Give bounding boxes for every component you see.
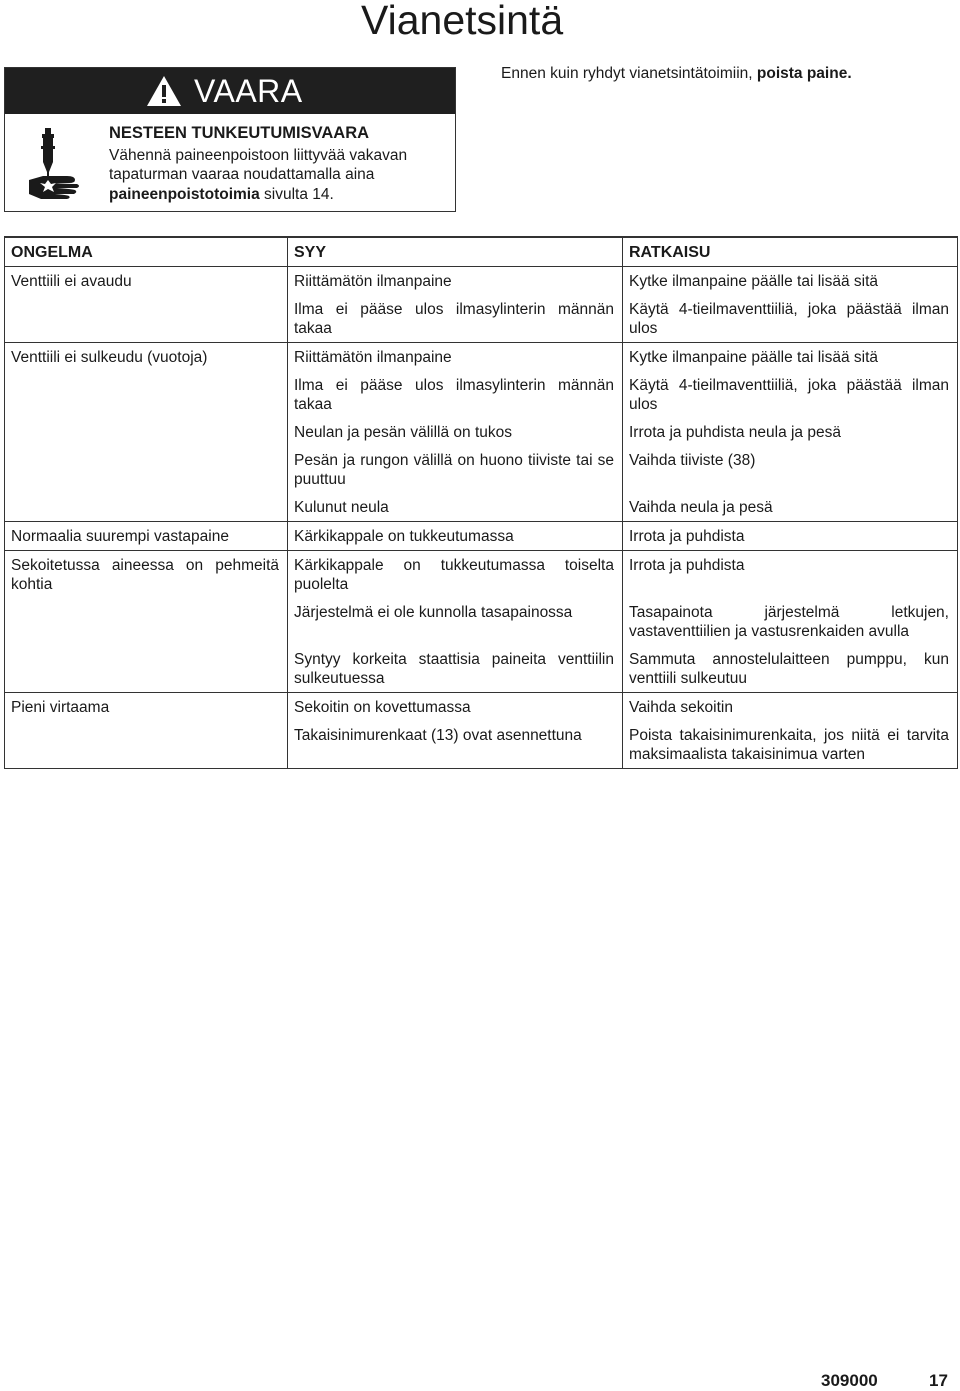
warning-text-line: tapaturman vaaraa noudattamalla aina (109, 166, 375, 183)
problem-cell: Venttiili ei sulkeudu (vuotoja) (5, 343, 288, 372)
remedy-cell: Sammuta annostelulaitteen pumppu, kun venttiili sulkeutuu (623, 645, 958, 693)
cause-cell: Riittämätön ilmanpaine (288, 267, 623, 296)
warning-triangle-icon (146, 75, 182, 107)
table-row (5, 522, 958, 551)
warning-heading: NESTEEN TUNKEUTUMISVAARA (109, 124, 370, 142)
remedy-cell: Käytä 4-tieilmaventtiiliä, joka päästää ilman ulos (623, 295, 958, 343)
warning-text-line: Vähennä paineenpoistoon liittyvää vakavan (109, 146, 408, 164)
remedy-cell: Vaihda tiiviste (38) (623, 446, 958, 493)
table-header-row (5, 237, 958, 267)
table-row (5, 343, 958, 372)
cause-cell: Neulan ja pesän välillä on tukos (288, 418, 623, 446)
cause-cell: Sekoitin on kovettumassa (288, 693, 623, 722)
page-title: Vianetsintä (361, 0, 564, 43)
warning-text-line (109, 185, 449, 205)
remedy-cell: Irrota ja puhdista (623, 522, 958, 551)
remedy-cell: Kytke ilmanpaine päälle tai lisää sitä (623, 267, 958, 296)
table-row (5, 418, 958, 446)
remedy-cell: Poista takaisinimurenkaita, jos niitä ei tarvita maksimaalista takaisinimua varten (623, 721, 958, 769)
page-number: 17 (929, 1371, 948, 1390)
problem-cell (5, 371, 288, 418)
danger-warning-box (4, 67, 456, 212)
cause-cell: Kulunut neula (288, 493, 623, 522)
cause-cell: Kärkikappale on tukkeutumassa (288, 522, 623, 551)
remedy-cell: Tasapainota järjestelmä letkujen, vastaventtiilien ja vastusrenkaiden avulla (623, 598, 958, 645)
remedy-cell: Kytke ilmanpaine päälle tai lisää sitä (623, 343, 958, 372)
problem-cell (5, 598, 288, 645)
table-row (5, 267, 958, 296)
remedy-cell: Irrota ja puhdista neula ja pesä (623, 418, 958, 446)
troubleshooting-table (4, 236, 958, 769)
remedy-cell: Vaihda neula ja pesä (623, 493, 958, 522)
column-header-remedy: RATKAISU (623, 237, 958, 267)
skin-injection-hazard-icon (23, 128, 83, 202)
problem-cell (5, 721, 288, 769)
problem-cell (5, 418, 288, 446)
warning-body (109, 124, 449, 204)
problem-cell: Normaalia suurempi vastapaine (5, 522, 288, 551)
cause-cell: Takaisinimurenkaat (13) ovat asennettuna (288, 721, 623, 769)
table-row (5, 645, 958, 693)
remedy-cell: Käytä 4-tieilmaventtiiliä, joka päästää ilman ulos (623, 371, 958, 418)
cause-cell: Ilma ei pääse ulos ilmasylinterin männän takaa (288, 371, 623, 418)
warning-label: VAARA (194, 72, 303, 109)
warning-tail-text: sivulta 14. (259, 185, 334, 203)
table-row (5, 493, 958, 522)
table-row (5, 371, 958, 418)
problem-cell (5, 493, 288, 522)
warning-header (5, 68, 455, 114)
pressure-relief-reference: paineenpoistotoimia (109, 185, 260, 203)
table-row (5, 295, 958, 343)
remedy-cell: Vaihda sekoitin (623, 693, 958, 722)
pressure-relief-note (501, 65, 852, 83)
problem-cell (5, 645, 288, 693)
cause-cell: Kärkikappale on tukkeutumassa toiselta puolelta (288, 551, 623, 599)
cause-cell: Pesän ja rungon välillä on huono tiiviste tai se puuttuu (288, 446, 623, 493)
document-number: 309000 (821, 1371, 878, 1390)
problem-cell (5, 295, 288, 343)
cause-cell: Järjestelmä ei ole kunnolla tasapainossa (288, 598, 623, 645)
note-text: Ennen kuin ryhdyt vianetsintätoimiin, (501, 65, 757, 82)
problem-cell (5, 446, 288, 493)
problem-cell: Pieni virtaama (5, 693, 288, 722)
table-row (5, 446, 958, 493)
cause-cell: Ilma ei pääse ulos ilmasylinterin männän takaa (288, 295, 623, 343)
cause-cell: Syntyy korkeita staattisia paineita venttiilin sulkeutuessa (288, 645, 623, 693)
remedy-cell: Irrota ja puhdista (623, 551, 958, 599)
problem-cell: Sekoitetussa aineessa on pehmeitä kohtia (5, 551, 288, 599)
table-row (5, 693, 958, 722)
table-row (5, 551, 958, 599)
column-header-problem: ONGELMA (5, 237, 288, 267)
problem-cell: Venttiili ei avaudu (5, 267, 288, 296)
table-row (5, 598, 958, 645)
cause-cell: Riittämätön ilmanpaine (288, 343, 623, 372)
table-row (5, 721, 958, 769)
column-header-cause: SYY (288, 237, 623, 267)
note-bold-text: poista paine. (756, 65, 852, 82)
